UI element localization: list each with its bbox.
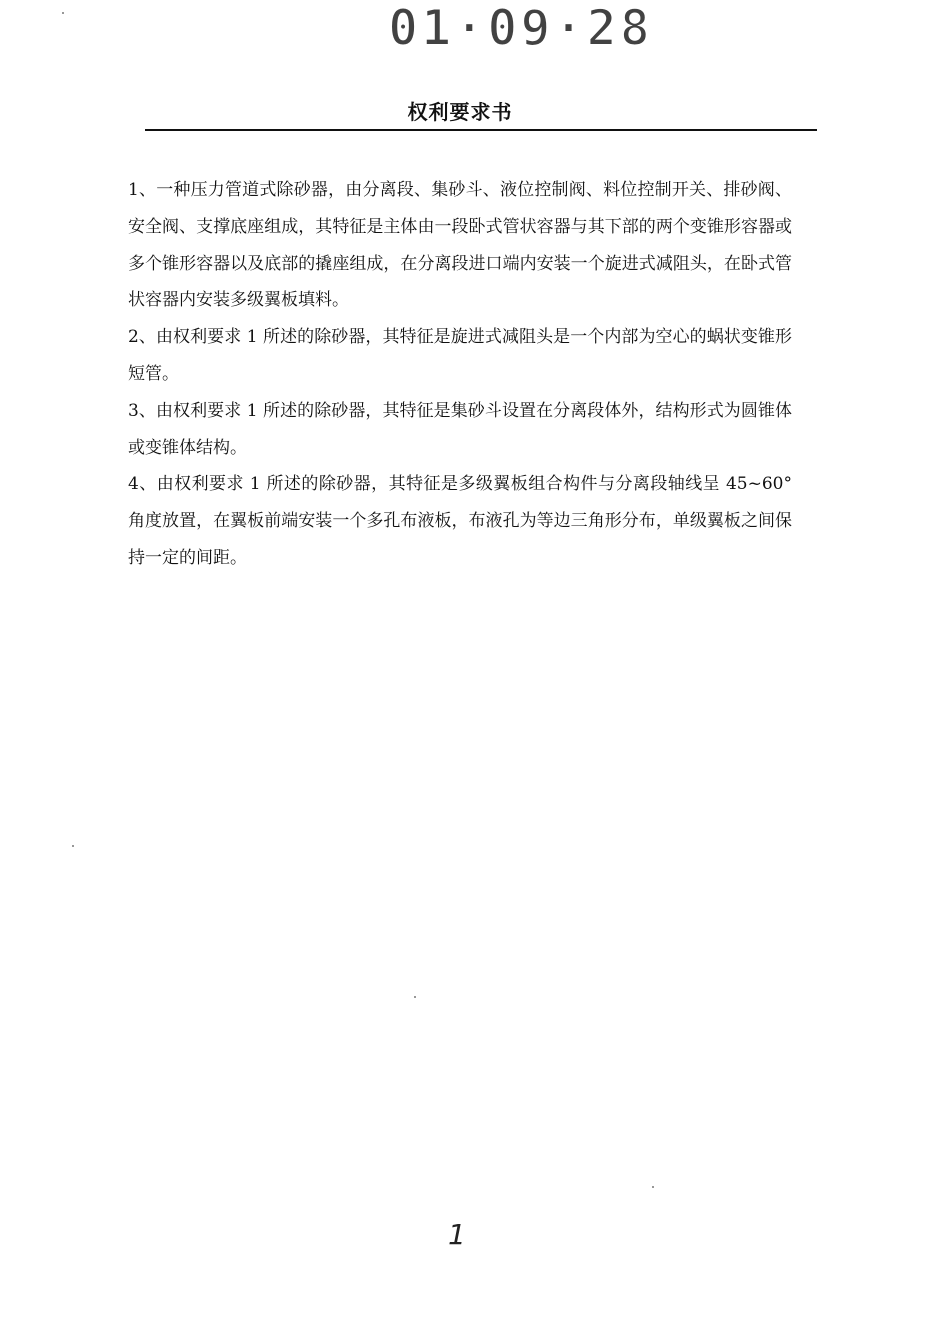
claims-list [128, 172, 792, 577]
claim-4: 4、由权利要求 1 所述的除砂器，其特征是多级翼板组合构件与分离段轴线呈 45~60°角度放置，在翼板前端安装一个多孔布液板，布液孔为等边三角形分布，单级翼板之间保持一定的间距。 [128, 474, 792, 568]
page-number: 1 [448, 1218, 466, 1251]
scan-speck [414, 996, 416, 998]
claim-1: 1、一种压力管道式除砂器，由分离段、集砂斗、液位控制阀、料位控制开关、排砂阀、安全阀、支撑底座组成，其特征是主体由一段卧式管状容器与其下部的两个变锥形容器或多个锥形容器以及底部的撬座组成，在分离段进口端内安装一个旋进式减阻头，在卧式管状容器内安装多级翼板填料。 [128, 180, 792, 311]
date-stamp [388, 0, 658, 56]
title-underline [145, 129, 817, 131]
scan-speck [652, 1186, 654, 1188]
date-stamp-text: 01·09·28 [388, 0, 653, 57]
page-title: 权利要求书 [407, 100, 513, 124]
claim-3: 3、由权利要求 1 所述的除砂器，其特征是集砂斗设置在分离段体外，结构形式为圆锥体或变锥体结构。 [128, 400, 792, 458]
scan-speck [72, 845, 74, 847]
claim-2: 2、由权利要求 1 所述的除砂器，其特征是旋进式减阻头是一个内部为空心的蜗状变锥形短管。 [128, 327, 792, 384]
scan-speck [62, 12, 64, 14]
